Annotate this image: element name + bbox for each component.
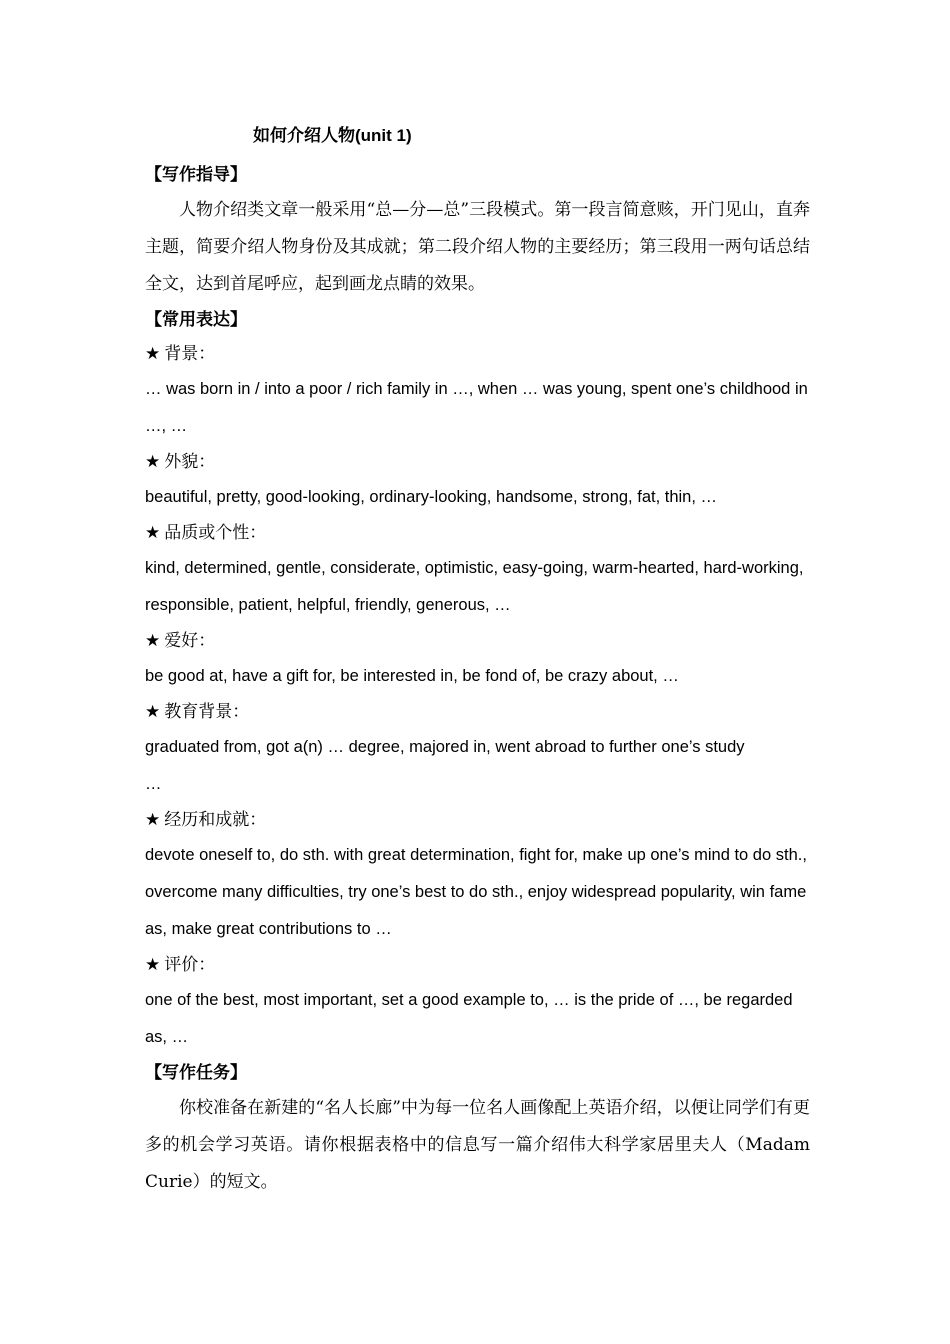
expr-label-personality	[145, 516, 810, 550]
expr-label-achievements	[145, 803, 810, 837]
expr-label-education	[145, 695, 810, 729]
expr-list-personality: kind, determined, gentle, considerate, optimistic, easy-going, warm-hearted, hard-working, responsible, patient, helpful, friendly, generous, …	[145, 559, 804, 614]
expr-list-appearance: beautiful, pretty, good-looking, ordinary-looking, handsome, strong, fat, thin, …	[145, 488, 718, 506]
section-heading-guide: 【写作指导】	[145, 165, 247, 185]
expr-list-achievements: devote oneself to, do sth. with great determination, fight for, make up one’s mind to do sth., overcome many difficulties, try one’s best to do sth., enjoy widespread popularity, win fame as, make great contributions to …	[145, 846, 807, 938]
expr-label-text: 评价：	[164, 955, 216, 975]
expr-label-hobbies	[145, 624, 810, 658]
expr-label-evaluation	[145, 948, 810, 982]
expr-label-text: 爱好：	[164, 631, 216, 651]
expr-list-education: graduated from, got a(n) … degree, majored in, went abroad to further one’s study …	[145, 738, 745, 793]
star-icon: ★	[145, 955, 161, 975]
expr-label-text: 经历和成就：	[164, 810, 267, 830]
star-icon: ★	[145, 810, 161, 830]
expr-list-background: … was born in / into a poor / rich family in …, when … was young, spent one’s childhood in …, …	[145, 380, 808, 435]
expr-label-text: 教育背景：	[164, 702, 250, 722]
star-icon: ★	[145, 631, 161, 651]
star-icon: ★	[145, 344, 161, 364]
star-icon: ★	[145, 702, 161, 722]
star-icon: ★	[145, 523, 161, 543]
guide-paragraph: 人物介绍类文章一般采用“总—分—总”三段模式。第一段言简意赅，开门见山，直奔主题，简要介绍人物身份及其成就；第二段介绍人物的主要经历；第三段用一两句话总结全文，达到首尾呼应，起到画龙点睛的效果。	[145, 200, 810, 294]
document-title: 如何介绍人物(unit 1)	[253, 126, 412, 145]
task-paragraph: 你校准备在新建的“名人长廊”中为每一位名人画像配上英语介绍，以便让同学们有更多的机会学习英语。请你根据表格中的信息写一篇介绍伟大科学家居里夫人（Madam Curie）的短文。	[145, 1098, 810, 1192]
section-heading-expressions: 【常用表达】	[145, 310, 247, 330]
expr-list-evaluation: one of the best, most important, set a good example to, … is the pride of …, be regarded as, …	[145, 991, 793, 1046]
expr-label-text: 品质或个性：	[164, 523, 267, 543]
section-heading-task: 【写作任务】	[145, 1063, 247, 1083]
expr-label-text: 背景：	[164, 344, 216, 364]
expr-list-hobbies: be good at, have a gift for, be interested in, be fond of, be crazy about, …	[145, 667, 679, 685]
expr-label-appearance	[145, 445, 810, 479]
expr-label-background	[145, 337, 810, 371]
document-page	[145, 122, 810, 1201]
star-icon: ★	[145, 452, 161, 472]
expr-label-text: 外貌：	[164, 452, 216, 472]
